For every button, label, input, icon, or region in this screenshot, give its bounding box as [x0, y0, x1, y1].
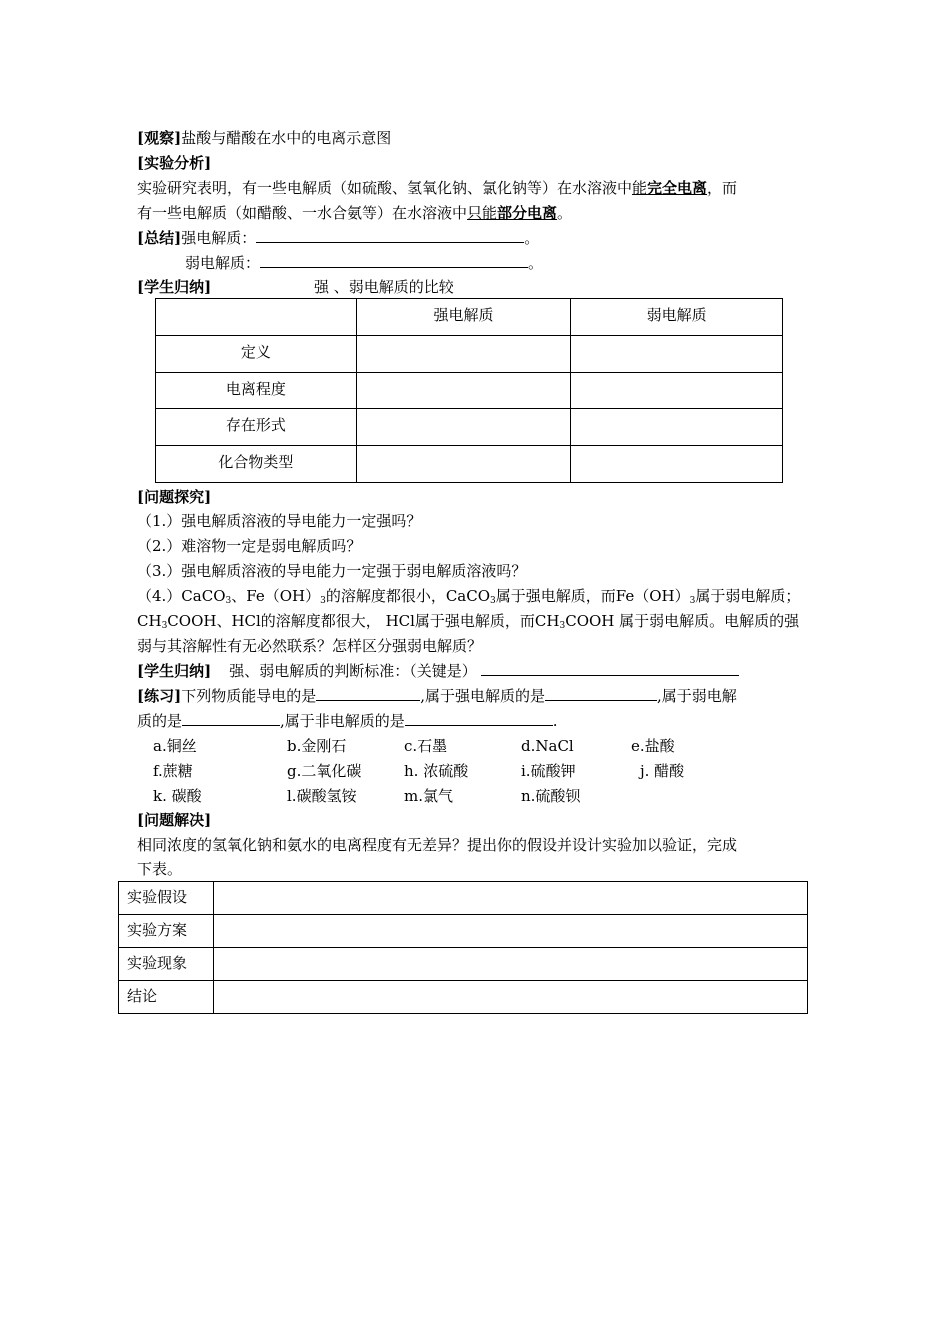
practice-text: . — [552, 712, 558, 730]
summary-end: 。 — [524, 229, 540, 247]
option: a.铜丝 — [153, 737, 197, 755]
explore-q4-line2 — [137, 611, 799, 636]
weak-definition-blank[interactable] — [260, 253, 528, 268]
criterion-blank[interactable] — [481, 661, 739, 676]
experiment-cell[interactable] — [213, 882, 807, 915]
compare-cell[interactable] — [356, 336, 571, 373]
subscript-3: 3 — [559, 621, 566, 631]
option: g.二氧化碳 — [287, 762, 362, 780]
explore-q4-line3: 弱与其溶解性有无必然联系？怎样区分强弱电解质？ — [137, 637, 483, 655]
experiment-table — [118, 881, 808, 1014]
compare-header-weak: 弱电解质 — [571, 299, 783, 336]
q4-text: 、Fe（OH） — [231, 587, 321, 605]
compare-header-strong: 强电解质 — [356, 299, 571, 336]
solve-tag: [问题解决] — [137, 811, 212, 829]
option: l.碳酸氢铵 — [287, 787, 357, 805]
analysis-text: 有一些电解质（如醋酸、一水合氨等）在水溶液中 — [137, 204, 468, 222]
option: k. 碳酸 — [153, 787, 202, 805]
observe-line — [137, 128, 391, 148]
q4-text: COOH、HCl的溶解度都很大， HCl属于强电解质，而CH — [167, 612, 560, 630]
explore-q2: （2.）难溶物一定是弱电解质吗？ — [137, 537, 362, 555]
explore-tag: [问题探究] — [137, 488, 212, 506]
q4-text: 的溶解度都很小，CaCO — [325, 587, 491, 605]
experiment-cell[interactable] — [213, 981, 807, 1014]
compare-row-label: 存在形式 — [156, 409, 357, 446]
practice-text: ,属于弱电解 — [657, 687, 737, 705]
observe-text: 盐酸与醋酸在水中的电离示意图 — [181, 129, 392, 147]
compare-row-label: 化合物类型 — [156, 446, 357, 483]
non-electrolyte-blank[interactable] — [405, 711, 553, 726]
practice-line-1 — [137, 686, 737, 706]
strong-electrolyte-blank[interactable] — [545, 686, 657, 701]
q4-text: CH — [137, 612, 162, 630]
compare-row-label: 电离程度 — [156, 373, 357, 409]
practice-tag: [练习] — [137, 687, 182, 705]
experiment-cell[interactable] — [213, 948, 807, 981]
subscript-3: 3 — [161, 621, 168, 631]
analysis-text: 。 — [557, 204, 573, 222]
analysis-key-term: 完全电离 — [647, 179, 708, 197]
option: e.盐酸 — [631, 737, 675, 755]
summary-strong-line — [137, 228, 539, 248]
compare-cell[interactable] — [571, 373, 783, 409]
summary-end: 。 — [528, 254, 544, 272]
analysis-key-term: 部分电离 — [497, 204, 558, 222]
subscript-3: 3 — [225, 596, 232, 606]
compare-row-label: 定义 — [156, 336, 357, 373]
compare-cell[interactable] — [571, 409, 783, 446]
option: f.蔗糖 — [153, 762, 193, 780]
q4-text: COOH 属于弱电解质。电解质的强 — [565, 612, 800, 630]
conductive-blank[interactable] — [316, 686, 420, 701]
practice-text: 质的是 — [137, 712, 183, 730]
analysis-underline: 能 — [632, 179, 648, 197]
explore-q3: （3.）强电解质溶液的导电能力一定强于弱电解质溶液吗？ — [137, 562, 527, 580]
compare-title: 强 、弱电解质的比较 — [314, 278, 454, 296]
compare-cell[interactable] — [356, 409, 571, 446]
induce-tag: [学生归纳] — [137, 278, 212, 296]
explore-q1: （1.）强电解质溶液的导电能力一定强吗？ — [137, 512, 422, 530]
option: n.硫酸钡 — [521, 787, 581, 805]
q4-text: 属于强电解质，而Fe（OH） — [495, 587, 690, 605]
analysis-underline: 只能 — [467, 204, 498, 222]
compare-cell[interactable] — [571, 446, 783, 483]
summary-strong-label: 强电解质： — [181, 229, 257, 247]
experiment-row-label: 实验现象 — [119, 948, 214, 981]
explore-q4-line1 — [137, 586, 800, 611]
analysis-text: 实验研究表明，有一些电解质（如硫酸、氢氧化钠、氯化钠等）在水溶液中 — [137, 179, 633, 197]
experiment-row-label: 结论 — [119, 981, 214, 1014]
observe-tag: [观察] — [137, 129, 182, 147]
practice-text: 下列物质能导电的是 — [181, 687, 317, 705]
solve-line-2: 下表。 — [137, 860, 183, 878]
experiment-cell[interactable] — [213, 915, 807, 948]
q4-text: （4.）CaCO — [137, 587, 226, 605]
strong-definition-blank[interactable] — [256, 228, 524, 243]
analysis-line-1 — [137, 178, 737, 198]
option: m.氯气 — [404, 787, 453, 805]
summary-tag: [总结] — [137, 229, 182, 247]
induce2-text: 强、弱电解质的判断标准：（关键是） — [229, 662, 477, 680]
analysis-line-2 — [137, 203, 572, 223]
experiment-row-label: 实验假设 — [119, 882, 214, 915]
practice-line-2 — [137, 711, 558, 731]
compare-header-empty — [156, 299, 357, 336]
experiment-row-label: 实验方案 — [119, 915, 214, 948]
weak-electrolyte-blank[interactable] — [182, 711, 280, 726]
practice-text: ,属于强电解质的是 — [420, 687, 545, 705]
summary-weak-line — [185, 253, 543, 273]
induce2-tag: [学生归纳] — [137, 662, 212, 680]
compare-cell[interactable] — [571, 336, 783, 373]
option: i.硫酸钾 — [521, 762, 576, 780]
practice-text: ,属于非电解质的是 — [280, 712, 405, 730]
option: h. 浓硫酸 — [404, 762, 469, 780]
analysis-tag: [实验分析] — [137, 154, 212, 172]
compare-cell[interactable] — [356, 446, 571, 483]
subscript-3: 3 — [689, 596, 696, 606]
option: d.NaCl — [521, 737, 574, 755]
option: c.石墨 — [404, 737, 448, 755]
summary-weak-label: 弱电解质： — [185, 254, 261, 272]
compare-table — [155, 298, 783, 483]
analysis-text: ，而 — [707, 179, 738, 197]
compare-cell[interactable] — [356, 373, 571, 409]
subscript-3: 3 — [490, 596, 496, 606]
solve-line-1: 相同浓度的氢氧化钠和氨水的电离程度有无差异？提出你的假设并设计实验加以验证，完成 — [137, 836, 738, 854]
induce2-line — [137, 661, 739, 681]
subscript-3: 3 — [320, 596, 326, 606]
q4-text: 属于弱电解质； — [695, 587, 801, 605]
option: j. 醋酸 — [640, 762, 685, 780]
option: b.金刚石 — [287, 737, 347, 755]
